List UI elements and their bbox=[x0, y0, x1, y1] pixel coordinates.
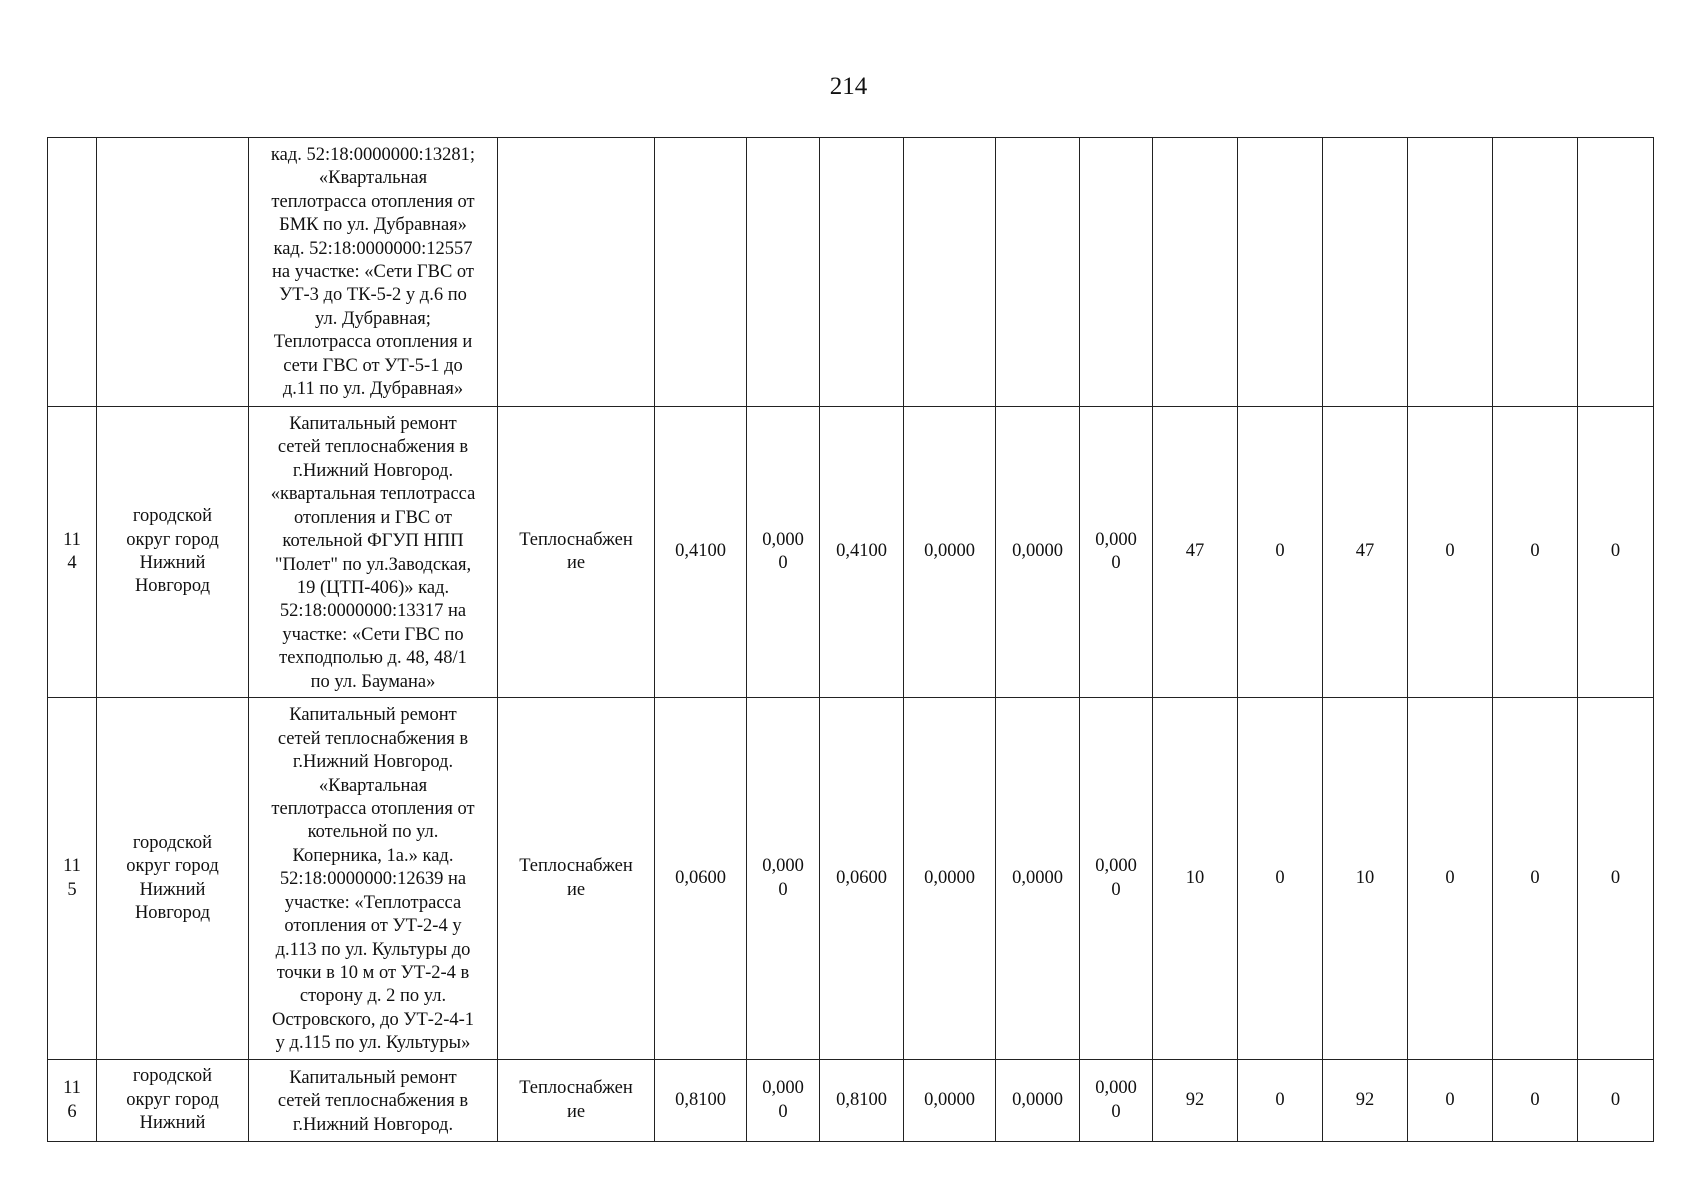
value-cell: 47 bbox=[1323, 407, 1408, 698]
data-table bbox=[47, 137, 1654, 1142]
value-cell: 92 bbox=[1153, 1060, 1238, 1142]
value-cell: 0,000 0 bbox=[747, 407, 820, 698]
value-cell bbox=[820, 138, 904, 407]
value-cell: 0,000 0 bbox=[1080, 698, 1153, 1060]
type-cell: Теплоснабжен ие bbox=[498, 698, 655, 1060]
district-cell: городской округ город Нижний Новгород bbox=[97, 407, 249, 698]
value-cell: 0 bbox=[1238, 1060, 1323, 1142]
value-cell: 0,0000 bbox=[904, 407, 996, 698]
value-cell: 0,8100 bbox=[820, 1060, 904, 1142]
value-cell bbox=[1080, 138, 1153, 407]
table-row bbox=[48, 407, 1654, 698]
value-cell: 10 bbox=[1323, 698, 1408, 1060]
value-cell bbox=[1578, 138, 1654, 407]
row-number-cell: 11 4 bbox=[48, 407, 97, 698]
value-cell: 0,8100 bbox=[655, 1060, 747, 1142]
description-cell: кад. 52:18:0000000:13281; «Квартальная теплотрасса отопления от БМК по ул. Дубравная» кад. 52:18:0000000:12557 на участке: «Сети ГВС от УТ-3 до ТК-5-2 у д.6 по ул. Дубравная; Теплотрасса отопления и сети ГВС от УТ-5-1 до д.11 по ул. Дубравная» bbox=[249, 138, 498, 407]
district-cell: городской округ город Нижний bbox=[97, 1060, 249, 1142]
value-cell: 0 bbox=[1408, 698, 1493, 1060]
value-cell: 0,0000 bbox=[996, 698, 1080, 1060]
value-cell: 0 bbox=[1238, 407, 1323, 698]
value-cell bbox=[747, 138, 820, 407]
value-cell: 0,0600 bbox=[820, 698, 904, 1060]
value-cell: 0,000 0 bbox=[1080, 407, 1153, 698]
table-body bbox=[48, 138, 1654, 1142]
value-cell: 0 bbox=[1493, 407, 1578, 698]
value-cell: 0 bbox=[1408, 407, 1493, 698]
value-cell bbox=[1238, 138, 1323, 407]
value-cell: 0 bbox=[1578, 407, 1654, 698]
district-cell bbox=[97, 138, 249, 407]
table-row bbox=[48, 1060, 1654, 1142]
value-cell: 0 bbox=[1493, 698, 1578, 1060]
value-cell: 0,0000 bbox=[904, 1060, 996, 1142]
value-cell: 0 bbox=[1578, 698, 1654, 1060]
value-cell bbox=[1408, 138, 1493, 407]
value-cell: 0,0600 bbox=[655, 698, 747, 1060]
value-cell: 0 bbox=[1238, 698, 1323, 1060]
value-cell: 0,000 0 bbox=[1080, 1060, 1153, 1142]
value-cell: 0 bbox=[1408, 1060, 1493, 1142]
value-cell: 0,0000 bbox=[996, 1060, 1080, 1142]
type-cell: Теплоснабжен ие bbox=[498, 1060, 655, 1142]
table-row bbox=[48, 698, 1654, 1060]
value-cell bbox=[1493, 138, 1578, 407]
value-cell: 0,4100 bbox=[820, 407, 904, 698]
row-number-cell: 11 6 bbox=[48, 1060, 97, 1142]
value-cell: 47 bbox=[1153, 407, 1238, 698]
table-row bbox=[48, 138, 1654, 407]
type-cell: Теплоснабжен ие bbox=[498, 407, 655, 698]
value-cell: 0,000 0 bbox=[747, 1060, 820, 1142]
row-number-cell bbox=[48, 138, 97, 407]
value-cell: 0 bbox=[1578, 1060, 1654, 1142]
district-cell: городской округ город Нижний Новгород bbox=[97, 698, 249, 1060]
row-number-cell: 11 5 bbox=[48, 698, 97, 1060]
page-number: 214 bbox=[829, 73, 868, 100]
description-cell: Капитальный ремонт сетей теплоснабжения в г.Нижний Новгород. bbox=[249, 1060, 498, 1142]
value-cell: 92 bbox=[1323, 1060, 1408, 1142]
value-cell bbox=[1153, 138, 1238, 407]
value-cell bbox=[1323, 138, 1408, 407]
value-cell bbox=[904, 138, 996, 407]
value-cell: 0,000 0 bbox=[747, 698, 820, 1060]
value-cell: 0,0000 bbox=[904, 698, 996, 1060]
type-cell bbox=[498, 138, 655, 407]
description-cell: Капитальный ремонт сетей теплоснабжения в г.Нижний Новгород. «Квартальная теплотрасса отопления от котельной по ул. Коперника, 1а.» кад. 52:18:0000000:12639 на участке: «Теплотрасса отопления от УТ-2-4 у д.113 по ул. Культуры до точки в 10 м от УТ-2-4 в сторону д. 2 по ул. Островского, до УТ-2-4-1 у д.115 по ул. Культуры» bbox=[249, 698, 498, 1060]
value-cell: 0,4100 bbox=[655, 407, 747, 698]
description-cell: Капитальный ремонт сетей теплоснабжения в г.Нижний Новгород. «квартальная теплотрасса отопления и ГВС от котельной ФГУП НПП "Полет" по ул.Заводская, 19 (ЦТП-406)» кад. 52:18:0000000:13317 на участке: «Сети ГВС по техподполью д. 48, 48/1 по ул. Баумана» bbox=[249, 407, 498, 698]
value-cell: 0,0000 bbox=[996, 407, 1080, 698]
value-cell bbox=[996, 138, 1080, 407]
value-cell: 0 bbox=[1493, 1060, 1578, 1142]
value-cell: 10 bbox=[1153, 698, 1238, 1060]
value-cell bbox=[655, 138, 747, 407]
